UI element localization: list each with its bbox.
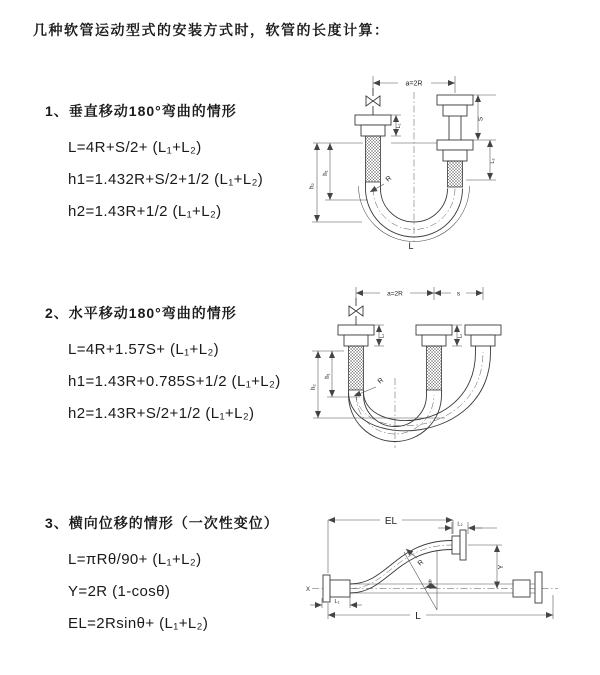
- formula-3-1: L=πRθ/90+ (L₁+L₂): [68, 551, 202, 568]
- dim-h1-label: h₁: [323, 170, 329, 176]
- radius-label: R: [376, 376, 386, 386]
- dim-a2r-label: a=2R: [387, 290, 403, 298]
- formula-3-3: EL=2Rsinθ+ (L₁+L₂): [68, 615, 209, 632]
- flange: [471, 335, 495, 346]
- dim-h2-label: h₂: [311, 384, 317, 390]
- dim-h1-label: h₁: [325, 373, 331, 379]
- braided-hose: [366, 136, 381, 182]
- page-title: 几种软管运动型式的安装方式时，软管的长度计算：: [33, 22, 390, 38]
- dim-l2-label: L₂: [457, 333, 464, 339]
- diagram-2-drawing: [300, 280, 600, 460]
- flange: [344, 335, 368, 346]
- dim-s-label: s: [456, 290, 461, 298]
- hose-bottom-wall: [350, 550, 452, 594]
- flange: [338, 325, 374, 335]
- angle-theta-label: θ: [428, 580, 432, 586]
- diagram-lateral-displacement: [300, 500, 600, 660]
- section-2: [45, 303, 281, 430]
- length-label: L: [408, 241, 414, 251]
- flange: [416, 325, 452, 335]
- dim-l1-label: L₁: [379, 333, 386, 339]
- section-3: [45, 513, 279, 640]
- hose-top-wall: [350, 541, 452, 585]
- dim-h2-label: h₂: [309, 183, 316, 189]
- flange: [323, 575, 330, 602]
- flange: [535, 572, 542, 603]
- flange: [355, 115, 391, 125]
- flange: [437, 95, 473, 105]
- axis-label: X: [305, 587, 311, 593]
- dim-l2-label: L₂: [490, 158, 496, 164]
- braided-hose: [427, 346, 442, 390]
- flange: [422, 335, 446, 346]
- formula-1-1: L=4R+S/2+ (L₁+L₂): [68, 139, 202, 156]
- formula-3-2: Y=2R (1-cosθ): [68, 583, 171, 600]
- diagram-3-drawing: [300, 500, 600, 660]
- formula-1-3: h2=1.43R+1/2 (L₁+L₂): [68, 203, 222, 220]
- flange: [437, 140, 473, 150]
- radius-label: R: [384, 174, 394, 184]
- flange: [443, 105, 467, 116]
- diagram-vertical-180-bend: [300, 70, 590, 255]
- section-1: [45, 101, 263, 228]
- flange: [513, 580, 530, 597]
- braided-hose: [349, 346, 364, 390]
- dim-l-label: L: [415, 611, 421, 622]
- section-2-heading: 2、水平移动180°弯曲的情形: [45, 305, 237, 321]
- formula-2-1: L=4R+1.57S+ (L₁+L₂): [68, 341, 220, 358]
- flange: [452, 536, 460, 554]
- diagram-1-drawing: [300, 70, 590, 255]
- valve-icon: [366, 96, 380, 106]
- flange: [460, 530, 466, 560]
- hose-second-inner: [364, 352, 476, 421]
- diagram-horizontal-180-bend: [300, 280, 600, 460]
- flange: [465, 325, 501, 335]
- radius-label: R: [416, 558, 426, 568]
- dim-l1-label: L₁: [334, 599, 340, 605]
- formula-2-2: h1=1.43R+0.785S+1/2 (L₁+L₂): [68, 373, 281, 390]
- dim-y-label: Y: [498, 564, 505, 570]
- section-1-heading: 1、垂直移动180°弯曲的情形: [45, 103, 237, 119]
- braided-hose: [448, 161, 463, 187]
- flange: [330, 580, 350, 597]
- flange: [361, 125, 385, 136]
- dim-s-label: S: [477, 116, 485, 122]
- formula-1-2: h1=1.432R+S/2+1/2 (L₁+L₂): [68, 171, 264, 188]
- valve-icon: [349, 306, 363, 316]
- dim-l2-label: L₂: [457, 521, 463, 528]
- flange: [443, 150, 467, 161]
- dim-l1-label: L₁: [396, 123, 402, 129]
- formula-2-3: h2=1.43R+S/2+1/2 (L₁+L₂): [68, 405, 255, 422]
- section-3-heading: 3、横向位移的情形（一次性变位）: [45, 515, 279, 531]
- dim-el-label: EL: [384, 516, 398, 527]
- dim-a2r-label: a=2R: [405, 80, 423, 88]
